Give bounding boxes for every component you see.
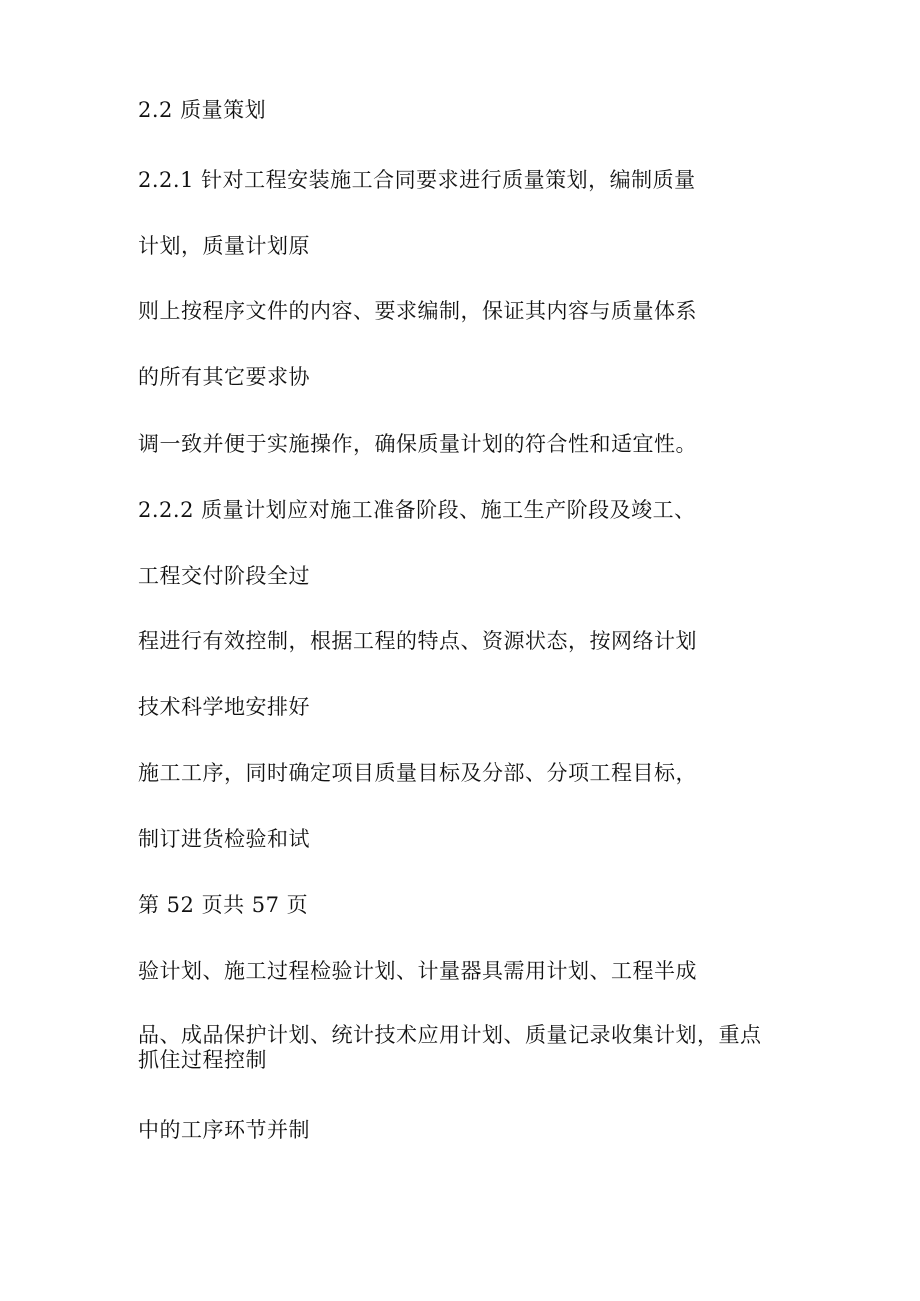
paragraph-line: 中的工序环节并制 xyxy=(138,1118,310,1142)
paragraph-line: 验计划、施工过程检验计划、计量器具需用计划、工程半成 xyxy=(138,959,697,983)
paragraph-line: 施工工序，同时确定项目质量目标及分部、分项工程目标， xyxy=(138,761,697,785)
section-heading: 2.2 质量策划 xyxy=(138,98,267,122)
paragraph-line: 则上按程序文件的内容、要求编制，保证其内容与质量体系 xyxy=(138,299,697,323)
paragraph-line: 调一致并便于实施操作，确保质量计划的符合性和适宜性。 xyxy=(138,432,697,456)
paragraph-line: 程进行有效控制，根据工程的特点、资源状态，按网络计划 xyxy=(138,629,697,653)
paragraph-line: 2.2.2 质量计划应对施工准备阶段、施工生产阶段及竣工、 xyxy=(138,498,696,522)
paragraph-line: 技术科学地安排好 xyxy=(138,695,310,719)
paragraph-line: 的所有其它要求协 xyxy=(138,365,310,389)
page-number: 第 52 页共 57 页 xyxy=(138,893,309,917)
paragraph-line: 计划，质量计划原 xyxy=(138,234,310,258)
paragraph-line: 制订进货检验和试 xyxy=(138,827,310,851)
paragraph-line: 2.2.1 针对工程安装施工合同要求进行质量策划，编制质量 xyxy=(138,168,696,192)
paragraph-line: 品、成品保护计划、统计技术应用计划、质量记录收集计划，重点抓住过程控制 xyxy=(138,1023,762,1072)
paragraph-line: 工程交付阶段全过 xyxy=(138,564,310,588)
